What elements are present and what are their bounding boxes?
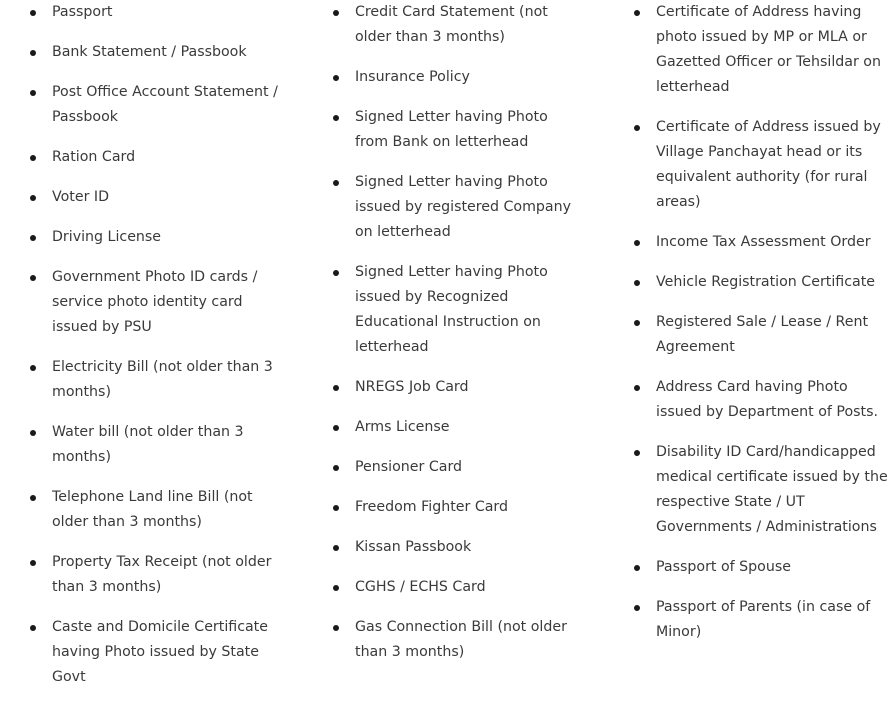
list-item: Signed Letter having Photo issued by Recognized Educational Instruction on letterhead	[333, 260, 585, 360]
list-item: Freedom Fighter Card	[333, 495, 585, 520]
list-item: Registered Sale / Lease / Rent Agreement	[634, 310, 889, 360]
list-item: Voter ID	[30, 185, 280, 210]
list-item: Signed Letter having Photo issued by registered Company on letterhead	[333, 170, 585, 245]
list-item: Passport	[30, 0, 280, 25]
list-item: Pensioner Card	[333, 455, 585, 480]
list-item: Insurance Policy	[333, 65, 585, 90]
list-item: Ration Card	[30, 145, 280, 170]
list-item: Kissan Passbook	[333, 535, 585, 560]
list-item: Telephone Land line Bill (not older than 3 months)	[30, 485, 280, 535]
list-item: Property Tax Receipt (not older than 3 months)	[30, 550, 280, 600]
list-item: Vehicle Registration Certificate	[634, 270, 889, 295]
list-item: Bank Statement / Passbook	[30, 40, 280, 65]
list-item: Passport of Spouse	[634, 555, 889, 580]
list-item: Passport of Parents (in case of Minor)	[634, 595, 889, 645]
list-item: NREGS Job Card	[333, 375, 585, 400]
list-item: Arms License	[333, 415, 585, 440]
list-item: Driving License	[30, 225, 280, 250]
list-item: Credit Card Statement (not older than 3 months)	[333, 0, 585, 50]
list-item: Water bill (not older than 3 months)	[30, 420, 280, 470]
list-item: Disability ID Card/handicapped medical certificate issued by the respective State / UT Governments / Administrations	[634, 440, 889, 540]
list-item: CGHS / ECHS Card	[333, 575, 585, 600]
list-item: Gas Connection Bill (not older than 3 months)	[333, 615, 585, 665]
list-item: Certificate of Address issued by Village Panchayat head or its equivalent authority (for rural areas)	[634, 115, 889, 215]
list-item: Caste and Domicile Certificate having Photo issued by State Govt	[30, 615, 280, 690]
list-item: Government Photo ID cards / service photo identity card issued by PSU	[30, 265, 280, 340]
list-item: Post Office Account Statement / Passbook	[30, 80, 280, 130]
document-list-column-3	[634, 0, 889, 660]
list-item: Certificate of Address having photo issued by MP or MLA or Gazetted Officer or Tehsildar on letterhead	[634, 0, 889, 100]
list-item: Signed Letter having Photo from Bank on letterhead	[333, 105, 585, 155]
document-list-column-1	[30, 0, 280, 705]
list-item: Electricity Bill (not older than 3 months)	[30, 355, 280, 405]
list-item: Address Card having Photo issued by Department of Posts.	[634, 375, 889, 425]
list-item: Income Tax Assessment Order	[634, 230, 889, 255]
document-list-column-2	[333, 0, 585, 680]
